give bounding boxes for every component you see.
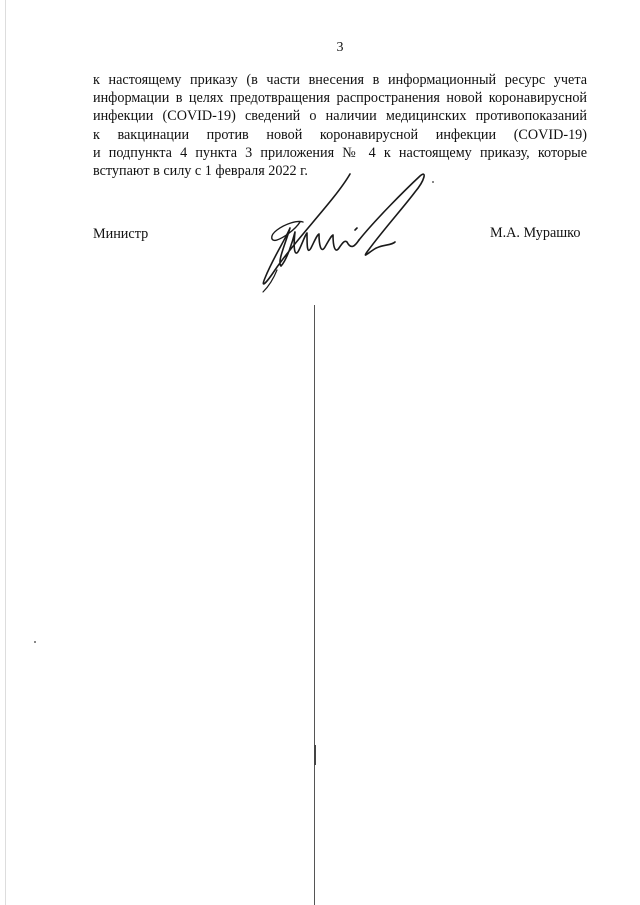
body-line: вступают в силу с 1 февраля 2022 г. [93,162,308,179]
scan-artifact-line [314,745,316,765]
signatory-title: Министр [93,226,149,242]
body-line: инфекции (COVID-19) сведений о наличии медицинских противопоказаний [93,108,587,125]
scan-edge-line [5,0,6,905]
scan-speck [34,641,36,643]
body-paragraph [93,71,587,180]
scan-speck [432,181,434,183]
body-line: к настоящему приказу (в части внесения в информационный ресурс учета [93,72,587,88]
scan-artifact-line [314,305,315,905]
signatory-name: М.А. Мурашко [490,225,581,241]
body-line: к вакцинации против новой коронавирусной инфекции (COVID-19) [93,126,587,143]
body-line: информации в целях предотвращения распространения новой коронавирусной [93,90,587,107]
body-line: и подпункта 4 пункта 3 приложения № 4 к настоящему приказу, которые [93,144,587,161]
handwritten-signature [255,170,445,295]
page-number: 3 [336,40,344,55]
